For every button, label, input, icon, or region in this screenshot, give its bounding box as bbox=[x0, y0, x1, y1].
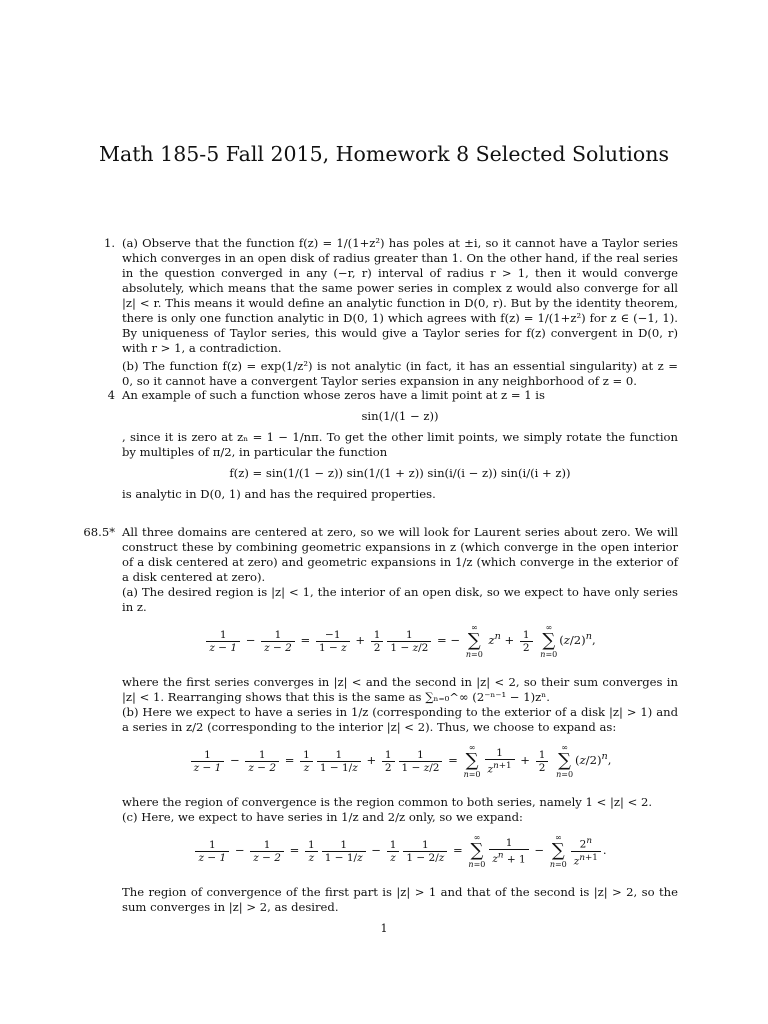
page-number: 1 bbox=[380, 922, 388, 935]
paragraph: An example of such a function whose zeros have a limit point at z = 1 is bbox=[122, 388, 545, 402]
page-title: Math 185-5 Fall 2015, Homework 8 Selected Solutions bbox=[98, 142, 669, 166]
problem-4 bbox=[60, 388, 680, 502]
paragraph: where the first series converges in |z| < and the second in |z| < 2, so their sum converges in |z| < 1. Rearranging shows that this is the same as ∑ₙ₌₀^∞ (2⁻ⁿ⁻¹ − 1)zⁿ. bbox=[122, 675, 678, 704]
paragraph: (c) Here, we expect to have series in 1/z and 2/z only, so we expand: bbox=[122, 810, 523, 824]
equation: sin(1/(1 − z)) bbox=[361, 409, 439, 423]
equation: f(z) = sin(1/(1 − z)) sin(1/(1 + z)) sin(i/(i − z)) sin(i/(i + z)) bbox=[229, 466, 571, 480]
equation-a: $\frac{1}{z - 1}$ − $\frac{1}{z - 2}$ = $\frac{-1}{1 - z}$ + $\frac{1}{2}$ $\frac{1}{1 - z/2}$ = − ∞ ∑ n=0 $z^n$ + $\frac{1}{2}$ ∞ ∑ $n=0(z/2)^n$, bbox=[122, 623, 678, 667]
paragraph: (b) Here we expect to have a series in 1/z (corresponding to the exterior of a disk |z| > 1) and a series in z/2 (corresponding to the interior |z| < 2). Thus, we choose to expand as: bbox=[122, 705, 678, 734]
problem-68-5 bbox=[60, 525, 680, 915]
problem-number: 68.5* bbox=[83, 525, 115, 539]
problem-number: 4 bbox=[107, 388, 115, 402]
problem-1 bbox=[60, 236, 680, 389]
paragraph: All three domains are centered at zero, so we will look for Laurent series about zero. We will construct these by combining geometric expansions in z (which converge in the open interior of a disk centered at zero) and geometric expansions in 1/z (which converge in the exterior of a disk centered at zero). bbox=[122, 525, 678, 584]
paragraph: (b) The function f(z) = exp(1/z²) is not analytic (in fact, it has an essential singularity) at z = 0, so it cannot have a convergent Taylor series expansion in any neighborhood of z = 0. bbox=[122, 359, 678, 388]
equation-b: $\frac{1}{z - 1}$ − $\frac{1}{z - 2}$ = $\frac{1}{z}$ $\frac{1}{1 - 1/z}$ + $\frac{1}{2}$ $\frac{1}{1 - z/2}$ = ∞ ∑ n=0 $\frac{1}{z^{n+1}}$ + $\frac{1}{2}$ ∞ ∑ $n=0(z/2)^n$, bbox=[122, 743, 678, 787]
problem-number: 1. bbox=[103, 236, 115, 250]
paragraph: is analytic in D(0, 1) and has the required properties. bbox=[122, 487, 436, 501]
paragraph: where the region of convergence is the region common to both series, namely 1 < |z| < 2. bbox=[122, 795, 653, 809]
paragraph: The region of convergence of the first part is |z| > 1 and that of the second is |z| > 2, so the sum converges in |z| > 2, as desired. bbox=[122, 885, 678, 914]
equation-c: $\frac{1}{z - 1}$ − $\frac{1}{z - 2}$ = $\frac{1}{z}$ $\frac{1}{1 - 1/z}$ − $\frac{1}{z}$ $\frac{1}{1 - 2/z}$ = ∞ ∑ n=0 $\frac{1}{z^n + 1}$ − ∞ ∑ n=0 $\frac{2^n}{z^{n+1}}$ . bbox=[122, 833, 678, 877]
paragraph: (a) The desired region is |z| < 1, the interior of an open disk, so we expect to have only series in z. bbox=[122, 585, 678, 614]
paragraph: (a) Observe that the function f(z) = 1/(1+z²) has poles at ±i, so it cannot have a Taylor series which converges in an open disk of radius greater than 1. On the other hand, if the real series in the question converged in any (−r, r) interval of radius r > 1, then it would converge absolutely, which means that the same power series in complex z would also converge for all |z| < r. This means it would define an analytic function in D(0, r). But by the identity theorem, there is only one function analytic in D(0, 1) which agrees with f(z) = 1/(1+z²) for z ∈ (−1, 1). By uniqueness of Taylor series, this would give a Taylor series for f(z) convergent in D(0, r) with r > 1, a contradiction. bbox=[122, 236, 678, 355]
paragraph: , since it is zero at zₙ = 1 − 1/nπ. To get the other limit points, we simply rotate the function by multiples of π/2, in particular the function bbox=[122, 430, 678, 459]
